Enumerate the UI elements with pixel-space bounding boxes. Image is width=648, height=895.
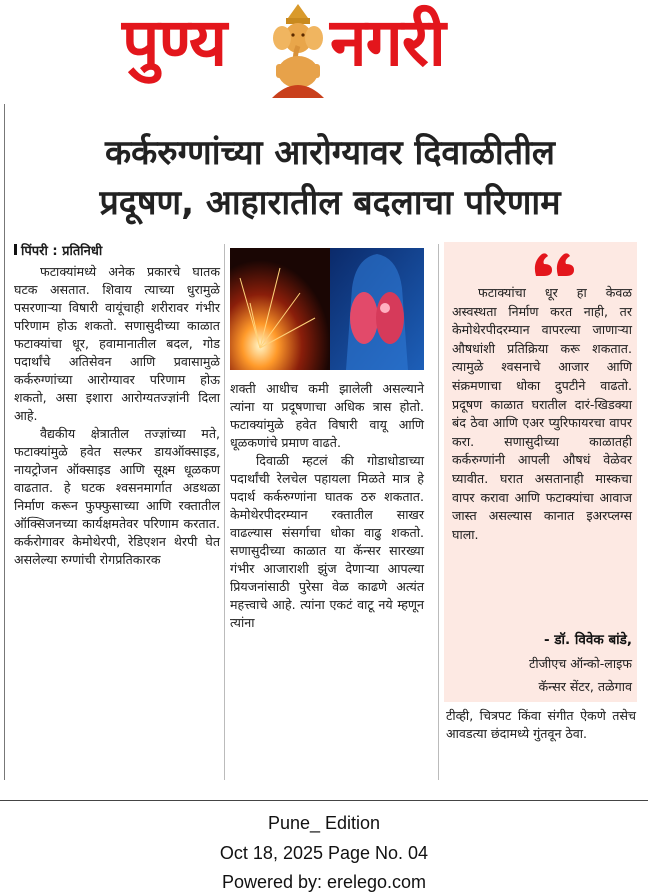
quote-author: - डॉ. विवेक बांडे, (544, 632, 632, 648)
masthead-right-text: नगरी (330, 4, 445, 81)
col3-paragraph: टीव्ही, चित्रपट किंवा संगीत ऐकणे तसेच आवडत्या छंदामध्ये गुंतवून ठेवा. (446, 708, 636, 741)
dateline: पिंपरी : प्रतिनिधी (14, 243, 220, 261)
column-3-continued (446, 707, 636, 743)
column-divider (438, 244, 439, 780)
column-2 (230, 380, 424, 632)
col2-paragraph-1: शक्ती आधीच कमी झालेली असल्याने त्यांना या प्रदूषणाचा अधिक त्रास होतो. फटाक्यांमुळे हवेत विषारी वायू आणि धूळकणांचे प्रमाण वाढते. (230, 381, 424, 450)
quote-paragraph: फटाक्यांचा धूर हा केवळ अस्वस्थता निर्माण करत नाही, तर केमोथेरपीदरम्यान वापरल्या जाणाऱ्या औषधांशी प्रतिक्रिया करू शकतात. त्यामुळे श्वसनाचे आजार आणि संक्रमणाचा धोका दुपटीने वाढतो. प्रदूषण काळात घरातील दारं-खिडक्या बंद ठेवा आणि एअर प्युरिफायरचा वापर करा. सणासुदीच्या काळातही कर्करुग्णांनी आपली औषधं वेळेवर घ्यावीत. घरात असतानाही मास्कचा वापर करावा आणि फटाक्यांचा आवाज जास्त असल्यास कानात इअरप्लग्स घाला. (452, 285, 632, 542)
quote-mark-icon (532, 248, 576, 278)
headline-line-1: कर्करुग्णांच्या आरोग्यावर दिवाळीतील (105, 133, 555, 173)
col1-paragraph-1: फटाक्यांमध्ये अनेक प्रकारचे घातक घटक असतात. शिवाय त्याच्या धुरामुळे पसरणाऱ्या विषारी वायूंचाही शरीरावर गंभीर परिणाम होऊ शकतो. सणासुदीच्या काळात फटाक्यांचा धूर, हवामानातील बदल, गोड पदार्थांचे अतिसेवन आणि प्रवासामुळे कर्करुग्णांच्या आरोग्यावर परिणाम होऊ शकतो, असा इशारा आरोग्यतज्ज्ञांनी दिला आहे. (14, 264, 220, 423)
footer-date-page: Oct 18, 2025 Page No. 04 (219, 843, 429, 863)
column-1 (14, 243, 220, 569)
quote-text (452, 284, 632, 544)
article-photo (230, 248, 424, 370)
ganesha-icon (262, 2, 334, 100)
left-rule (4, 104, 5, 780)
column-divider (224, 244, 225, 780)
col1-paragraph-2: वैद्यकीय क्षेत्रातील तज्ज्ञांच्या मते, फटाक्यांमुळे हवेत सल्फर डायऑक्साइड, नायट्रोजन ऑक्साइड आणि सूक्ष्म धूळकण वाढतात. हे घटक श्वसनमार्गात अडथळा निर्माण करून फुफ्फुसाच्या आणि रक्तातील ऑक्सिजनच्या कार्यक्षमतेवर परिणाम करतात. कर्करोगावर केमोथेरपी, रेडिएशन थेरपी घेत असलेल्या रुग्णांची रोगप्रतिकारक (14, 426, 220, 567)
headline-line-2: प्रदूषण, आहारातील बदलाचा परिणाम (99, 183, 561, 223)
article-headline (30, 128, 630, 228)
masthead (0, 0, 648, 104)
quote-org-line-1: टीजीएच ऑन्को-लाइफ (529, 656, 632, 671)
footer-edition: Pune_ Edition (267, 813, 381, 833)
quote-org-line-2: कॅन्सर सेंटर, तळेगाव (538, 679, 632, 694)
col2-paragraph-2: दिवाळी म्हटलं की गोडाधोडाच्या पदार्थांची रेलचेल पहायला मिळते मात्र हे पदार्थ कर्करुग्णांना घातक ठरु शकतात. केमोथेरपीदरम्यान रक्तातील साखर वाढल्यास संसर्गाचा धोका वाढु शकतो. सणासुदीच्या काळात या कॅन्सर सारख्या गंभीर आजाराशी झुंज देणाऱ्या आपल्या प्रियजनांसाठी पुरेसा वेळ काढणे अत्यंत महत्त्वाचे आहे. त्यांना एकटं वाटू नये म्हणून त्यांना (230, 453, 424, 630)
masthead-left-text: पुण्य (122, 4, 227, 81)
footer-powered-by[interactable]: Powered by: erelego.com (221, 872, 427, 892)
footer-rule (0, 800, 648, 801)
